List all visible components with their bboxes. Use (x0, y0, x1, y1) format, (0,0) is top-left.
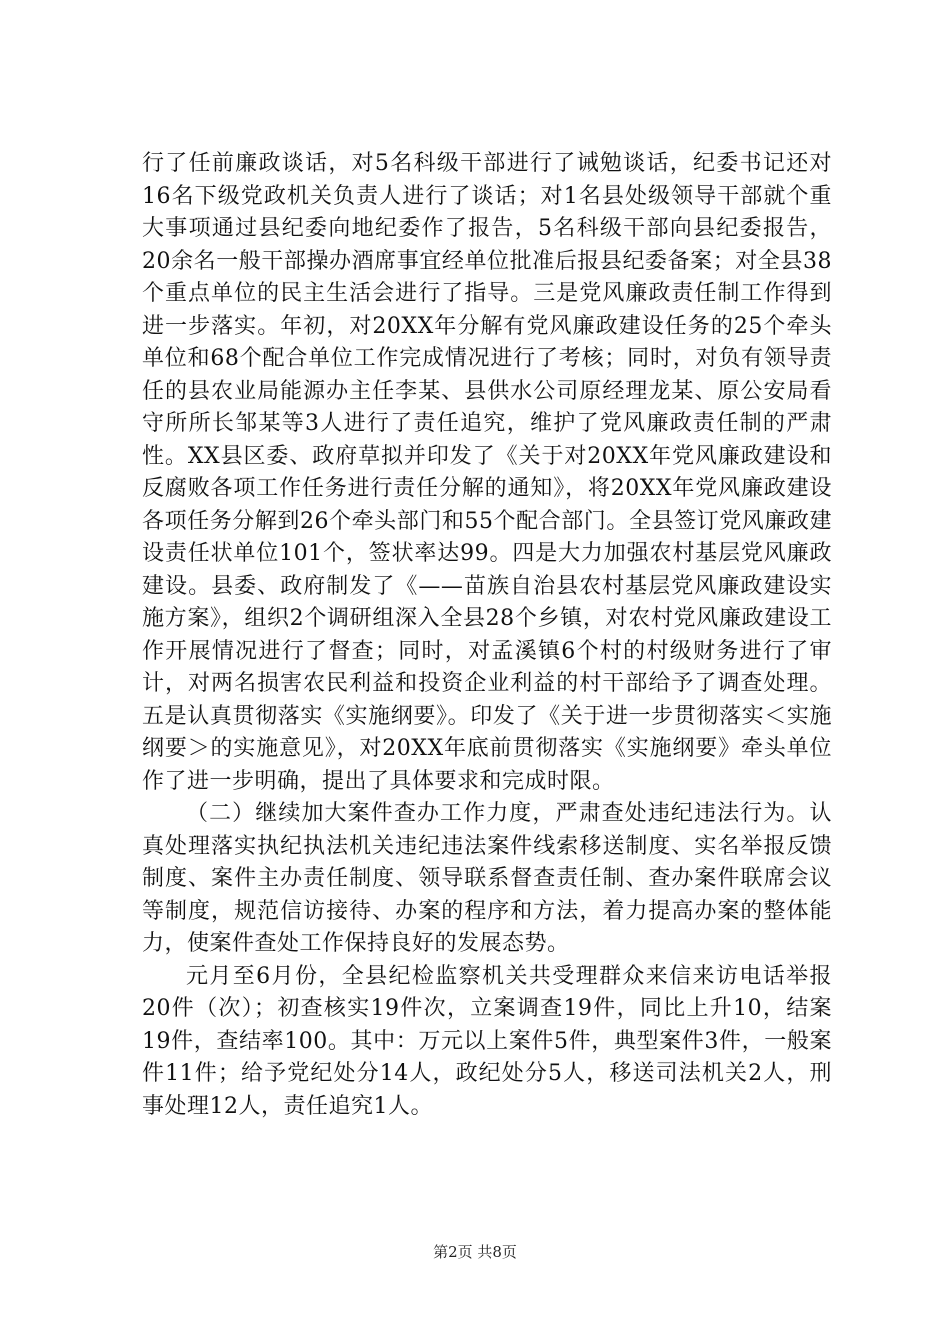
paragraph-case-handling: （二）继续加大案件查办工作力度，严肃查处违纪违法行为。认真处理落实执纪执法机关违纪违法案件线索移送制度、实名举报反馈制度、案件主办责任制度、领导联系督查责任制、查办案件联席会议等制度，规范信访接待、办案的程序和方法，着力提高办案的整体能力，使案件查处工作保持良好的发展态势。 (142, 801, 832, 956)
paragraph-statistics: 元月至6月份，全县纪检监察机关共受理群众来信来访电话举报20件（次）；初查核实19件次，立案调查19件，同比上升10，结案19件，查结率100。其中：万元以上案件5件，典型案件3件，一般案件11件；给予党纪处分14人，政纪处分5人，移送司法机关2人，刑事处理12人，责任追究1人。 (142, 963, 832, 1119)
paragraph-continued: 行了任前廉政谈话，对5名科级干部进行了诫勉谈话，纪委书记还对16名下级党政机关负责人进行了谈话；对1名县处级领导干部就个重大事项通过县纪委向地纪委作了报告，5名科级干部向县纪委报告，20余名一般干部操办酒席事宜经单位批准后报县纪委备案；对全县38个重点单位的民主生活会进行了指导。三是党风廉政责任制工作得到进一步落实。年初，对20XX年分解有党风廉政建设任务的25个牵头单位和68个配合单位工作完成情况进行了考核；同时，对负有领导责任的县农业局能源办主任李某、县供水公司原经理龙某、原公安局看守所所长邹某等3人进行了责任追究，维护了党风廉政责任制的严肃性。XX县区委、政府草拟并印发了《关于对20XX年党风廉政建设和反腐败各项工作任务进行责任分解的通知》，将20XX年党风廉政建设各项任务分解到26个牵头部门和55个配合部门。全县签订党风廉政建设责任状单位101个，签状率达99。四是大力加强农村基层党风廉政建设。县委、政府制发了《——苗族自治县农村基层党风廉政建设实施方案》，组织2个调研组深入全县28个乡镇，对农村党风廉政建设工作开展情况进行了督查；同时，对孟溪镇6个村的村级财务进行了审计，对两名损害农民利益和投资企业利益的村干部给予了调查处理。五是认真贯彻落实《实施纲要》。印发了《关于进一步贯彻落实＜实施纲要＞的实施意见》，对20XX年底前贯彻落实《实施纲要》牵头单位作了进一步明确，提出了具体要求和完成时限。 (142, 151, 832, 794)
page-number-footer: 第2页 共8页 (433, 1243, 517, 1261)
document-body (142, 148, 832, 1123)
